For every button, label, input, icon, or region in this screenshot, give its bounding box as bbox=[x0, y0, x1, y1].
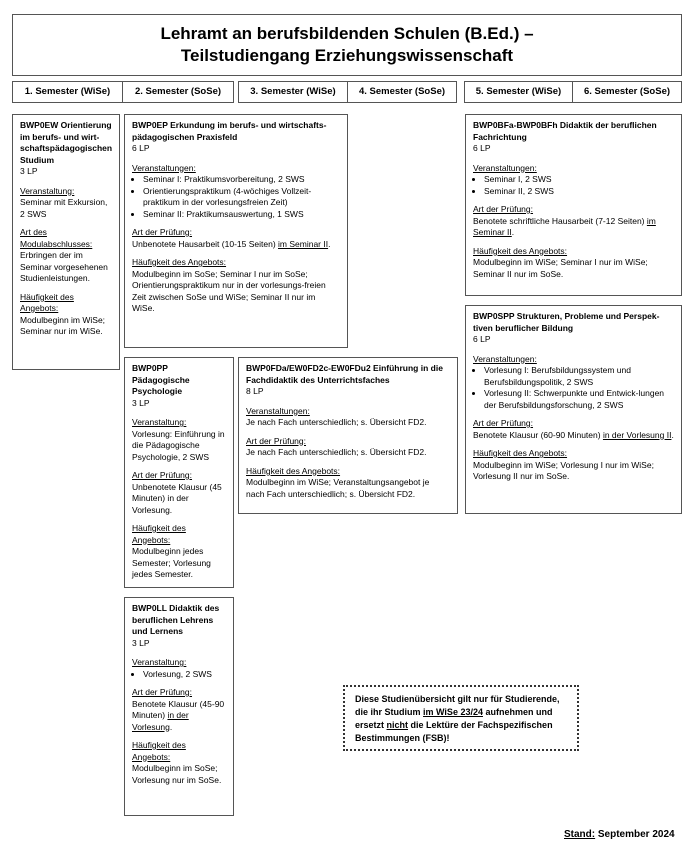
section-text: Modulbeginn im WiSe; Seminar I nur im WiSe; Seminar II nur im SoSe. bbox=[473, 257, 648, 279]
last-updated bbox=[564, 829, 688, 840]
module-bwp0pp bbox=[124, 357, 234, 588]
semester-6: 6. Semester (SoSe) bbox=[572, 81, 682, 103]
validity-note: Diese Studienübersicht gilt nur für Studierende, die ihr Studium im WiSe 23/24 aufnehmen und ersetzt nicht die Lektüre der Fachspezifischen Bestimmungen (FSB)! bbox=[343, 685, 579, 751]
section-heading: Art der Prüfung: bbox=[473, 418, 534, 428]
module-bwp0ll bbox=[124, 597, 234, 816]
course-list bbox=[132, 174, 340, 220]
section-heading: Veranstaltung: bbox=[132, 657, 187, 667]
section-text: Unbenotete Klausur (45 Minuten) in der Vorlesung. bbox=[132, 481, 222, 515]
section-heading: Veranstaltung: bbox=[20, 185, 75, 196]
section-heading: Art der Prüfung: bbox=[132, 470, 193, 480]
module-title: BWP0EP Erkundung im berufs- und wirtschafts-pädagogischen Praxisfeld bbox=[132, 120, 327, 142]
list-item: • Orientierungspraktikum (4-wöchiges Vollzeit-praktikum in der vorlesungsfreien Zeit) bbox=[143, 186, 340, 209]
section-heading: Häufigkeit des Angebots: bbox=[473, 245, 568, 256]
section-text: Modulbeginn im WiSe; Veranstaltungsangebot je nach Fach unterschiedlich; s. Übersicht FD2. bbox=[246, 477, 430, 499]
list-item: • Seminar I, 2 SWS bbox=[484, 174, 674, 186]
module-credits: 3 LP bbox=[132, 397, 150, 408]
section-heading: Veranstaltungen: bbox=[473, 162, 537, 173]
section-heading: Art der Prüfung: bbox=[246, 435, 307, 446]
section-heading: Art der Prüfung: bbox=[132, 687, 193, 697]
module-credits: 8 LP bbox=[246, 386, 264, 396]
section-text: Modulbeginn im SoSe; Vorlesung nur im SoSe. bbox=[132, 763, 222, 785]
list-item: • Seminar II: Praktikumsauswertung, 1 SWS bbox=[143, 209, 340, 221]
module-bwp0ew bbox=[12, 114, 120, 370]
section-text: Erbringen der im Seminar vorgesehenen Studienleistungen. bbox=[20, 250, 108, 283]
section-heading: Häufigkeit des Angebots: bbox=[473, 448, 568, 458]
semester-5: 5. Semester (WiSe) bbox=[464, 81, 573, 103]
section-heading: Häufigkeit des Angebots: bbox=[246, 465, 341, 476]
page-title bbox=[12, 14, 682, 76]
course-list bbox=[473, 365, 674, 411]
module-title: BWP0EW Orientierung im berufs- und wirt-schaftspädagogischen Studium bbox=[20, 120, 113, 165]
section-heading: Häufigkeit des Angebots: bbox=[132, 740, 186, 762]
title-line-2: Teilstudiengang Erziehungswissenschaft bbox=[180, 46, 514, 65]
section-heading: Art des Modulabschlusses: bbox=[20, 227, 93, 249]
module-title: BWP0BFa-BWP0BFh Didaktik der beruflichen Fachrichtung bbox=[473, 120, 657, 142]
section-text: Modulbeginn jedes Semester; Vorlesung jedes Semester. bbox=[132, 546, 211, 579]
list-item: • Vorlesung II: Schwerpunkte und Entwick-lungen der Berufsbildungsforschung, 2 SWS bbox=[484, 388, 674, 411]
section-heading: Art der Prüfung: bbox=[132, 227, 193, 237]
section-text: Seminar mit Exkursion, 2 SWS bbox=[20, 197, 108, 219]
section-heading: Veranstaltungen: bbox=[132, 162, 196, 173]
section-heading: Art der Prüfung: bbox=[473, 204, 534, 214]
semester-2: 2. Semester (SoSe) bbox=[122, 81, 234, 103]
module-credits: 6 LP bbox=[473, 143, 491, 153]
title-line-1: Lehramt an berufsbildenden Schulen (B.Ed.) – bbox=[160, 24, 534, 43]
semester-3: 3. Semester (WiSe) bbox=[238, 81, 348, 103]
course-list bbox=[473, 174, 674, 197]
module-bwp0fd bbox=[238, 357, 458, 514]
module-title: BWP0LL Didaktik des beruflichen Lehrens und Lernens bbox=[132, 603, 220, 636]
section-text: Vorlesung: Einführung in die Pädagogische Psychologie, 2 SWS bbox=[132, 428, 225, 462]
last-updated-label: Stand: bbox=[564, 829, 596, 840]
semester-4: 4. Semester (SoSe) bbox=[347, 81, 457, 103]
module-credits: 3 LP bbox=[20, 166, 38, 176]
section-text: Modulbeginn im WiSe; Seminar nur im WiSe. bbox=[20, 314, 106, 336]
section-heading: Häufigkeit des Angebots: bbox=[132, 523, 186, 545]
module-title: BWP0PP Pädagogische Psychologie bbox=[132, 363, 190, 396]
section-text: Je nach Fach unterschiedlich; s. Übersicht FD2. bbox=[246, 447, 427, 457]
module-title: BWP0FDa/EW0FD2c-EW0FDu2 Einführung in die Fachdidaktik des Unterrichtsfaches bbox=[246, 363, 443, 385]
list-item: • Seminar II, 2 SWS bbox=[484, 186, 674, 198]
section-heading: Veranstaltung: bbox=[132, 417, 187, 427]
section-heading: Veranstaltungen: bbox=[246, 405, 310, 416]
semester-1: 1. Semester (WiSe) bbox=[12, 81, 123, 103]
module-credits: 6 LP bbox=[473, 334, 491, 344]
section-heading: Häufigkeit des Angebots: bbox=[132, 257, 227, 267]
module-bwp0ep bbox=[124, 114, 348, 348]
list-item: • Vorlesung I: Berufsbildungssystem und Berufsbildungspolitik, 2 SWS bbox=[484, 365, 674, 388]
section-text: Modulbeginn im WiSe; Vorlesung I nur im WiSe; Vorlesung II nur im SoSe. bbox=[473, 459, 654, 481]
course-list bbox=[132, 669, 226, 681]
list-item: • Vorlesung, 2 SWS bbox=[143, 669, 226, 681]
section-text: Unbenotete Hausarbeit (10-15 Seiten) im Seminar II. bbox=[132, 238, 331, 249]
module-title: BWP0SPP Strukturen, Probleme und Perspek-tiven beruflicher Bildung bbox=[473, 311, 660, 333]
module-bwp0spp bbox=[465, 305, 682, 514]
section-text: Benotete Klausur (45-90 Minuten) in der Vorlesung. bbox=[132, 698, 225, 732]
module-credits: 3 LP bbox=[132, 637, 150, 648]
module-credits: 6 LP bbox=[132, 143, 150, 153]
section-text: Benotete schriftliche Hausarbeit (7-12 Seiten) im Seminar II. bbox=[473, 215, 656, 237]
section-heading: Häufigkeit des Angebots: bbox=[20, 291, 74, 313]
section-text: Benotete Klausur (60-90 Minuten) in der Vorlesung II. bbox=[473, 429, 674, 440]
section-heading: Veranstaltungen: bbox=[473, 353, 537, 364]
list-item: • Seminar I: Praktikumsvorbereitung, 2 SWS bbox=[143, 174, 340, 186]
section-text: Je nach Fach unterschiedlich; s. Übersicht FD2. bbox=[246, 417, 427, 427]
section-text: Modulbeginn im SoSe; Seminar I nur im SoSe; Orientierungspraktikum nur in der vorlesungs-freien Zeit zwischen SoSe und WiSe; Seminar II nur im WiSe. bbox=[132, 268, 326, 313]
last-updated-value: September 2024 bbox=[595, 829, 675, 840]
module-bwp0bf bbox=[465, 114, 682, 296]
